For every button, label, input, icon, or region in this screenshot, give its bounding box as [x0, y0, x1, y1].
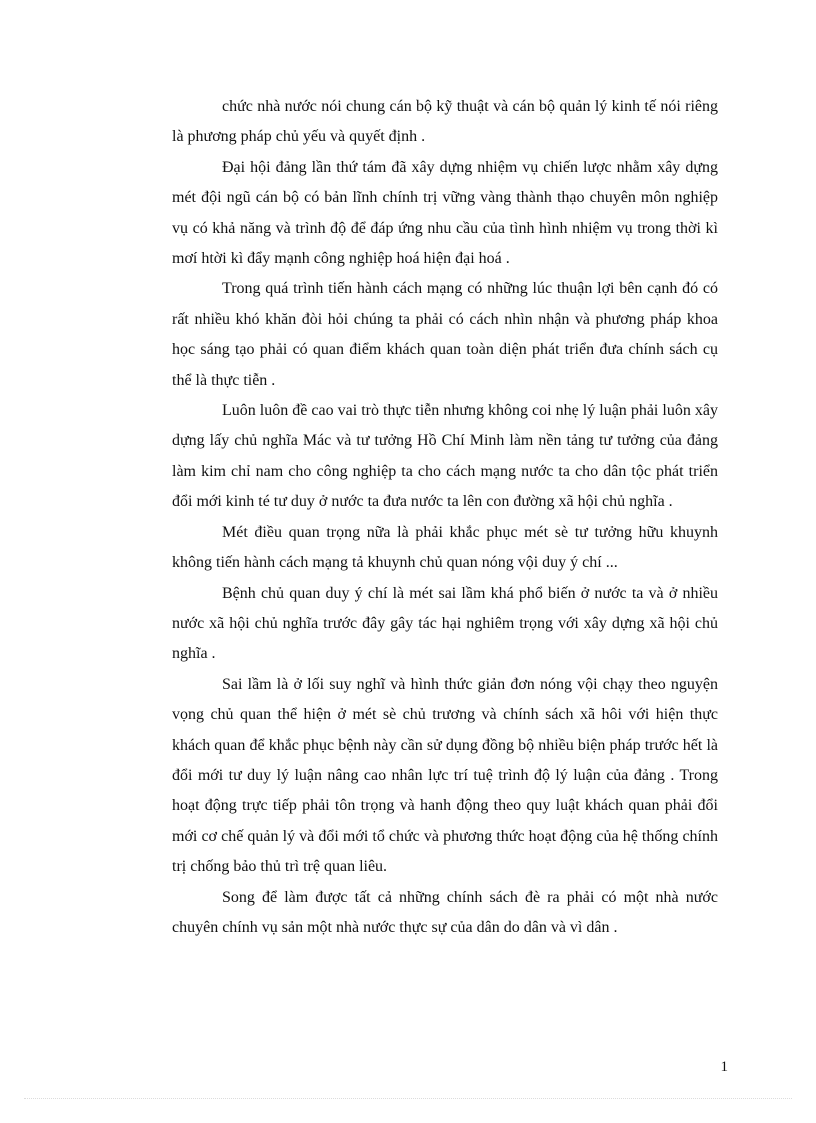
paragraph: Đại hội đảng lần thứ tám đã xây dựng nhiệm vụ chiến lược nhằm xây dựng mét đội ngũ cán bộ có bản lĩnh chính trị vững vàng thành thạo chuyên môn nghiệp vụ có khả năng và trình độ để đáp ứng nhu cầu của tình hình nhiệm vụ trong thời kì mơí htời kì đẩy mạnh công nghiệp hoá hiện đại hoá .: [172, 158, 718, 268]
paragraph: Bệnh chủ quan duy ý chí là mét sai lầm khá phổ biến ở nước ta và ở nhiều nước xã hội chủ nghĩa trước đây gây tác hại nghiêm trọng với xây dựng xã hội chủ nghĩa .: [172, 584, 718, 663]
body-text: [172, 92, 718, 943]
page-bottom-divider: [24, 1098, 792, 1099]
page-number: 1: [720, 1059, 728, 1075]
paragraph: Mét điều quan trọng nữa là phải khắc phục mét sè tư tưởng hữu khuynh không tiến hành cách mạng tả khuynh chủ quan nóng vội duy ý chí ...: [172, 523, 718, 572]
paragraph: Luôn luôn đề cao vai trò thực tiễn nhưng không coi nhẹ lý luận phải luôn xây dựng lấy chủ nghĩa Mác và tư tưởng Hồ Chí Minh làm nền tảng tư tưởng của đảng làm kim chỉ nam cho công nghiệp ta cho cách mạng nước ta cho dân tộc phát triển đổi mới kinh té tư duy ở nước ta đưa nước ta lên con đường xã hội chủ nghĩa .: [172, 402, 718, 511]
paragraph: Song để làm được tất cả những chính sách đè ra phải có một nhà nước chuyên chính vụ sản một nhà nước thực sự của dân do dân và vì dân .: [172, 888, 718, 936]
paragraph: Trong quá trình tiến hành cách mạng có những lúc thuận lợi bên cạnh đó có rất nhiều khó khăn đòi hỏi chúng ta phải có cách nhìn nhận và phương pháp khoa học sáng tạo phải có quan điểm khách quan toàn diện phát triển đưa chính sách cụ thể là thực tiễn .: [172, 280, 718, 389]
paragraph: Sai lầm là ở lối suy nghĩ và hình thức giản đơn nóng vội chạy theo nguyện vọng chủ quan thể hiện ở mét sè chủ trương và chính sách xã hôi với hiện thực khách quan để khắc phục bệnh này cần sử dụng đồng bộ nhiều biện pháp trước hết là đổi mới tư duy lý luận nâng cao nhân lực trí tuệ trình độ lý luận của đảng . Trong hoạt động trực tiếp phải tôn trọng và hanh động theo quy luật khách quan phải đổi mới cơ chế quản lý và đổi mới tổ chức và phương thức hoạt động của hệ thống chính trị chống bảo thủ trì trệ quan liêu.: [172, 675, 718, 876]
paragraph-continuation: chức nhà nước nói chung cán bộ kỹ thuật và cán bộ quản lý kinh tế nói riêng là phương pháp chủ yếu và quyết định .: [172, 98, 718, 146]
